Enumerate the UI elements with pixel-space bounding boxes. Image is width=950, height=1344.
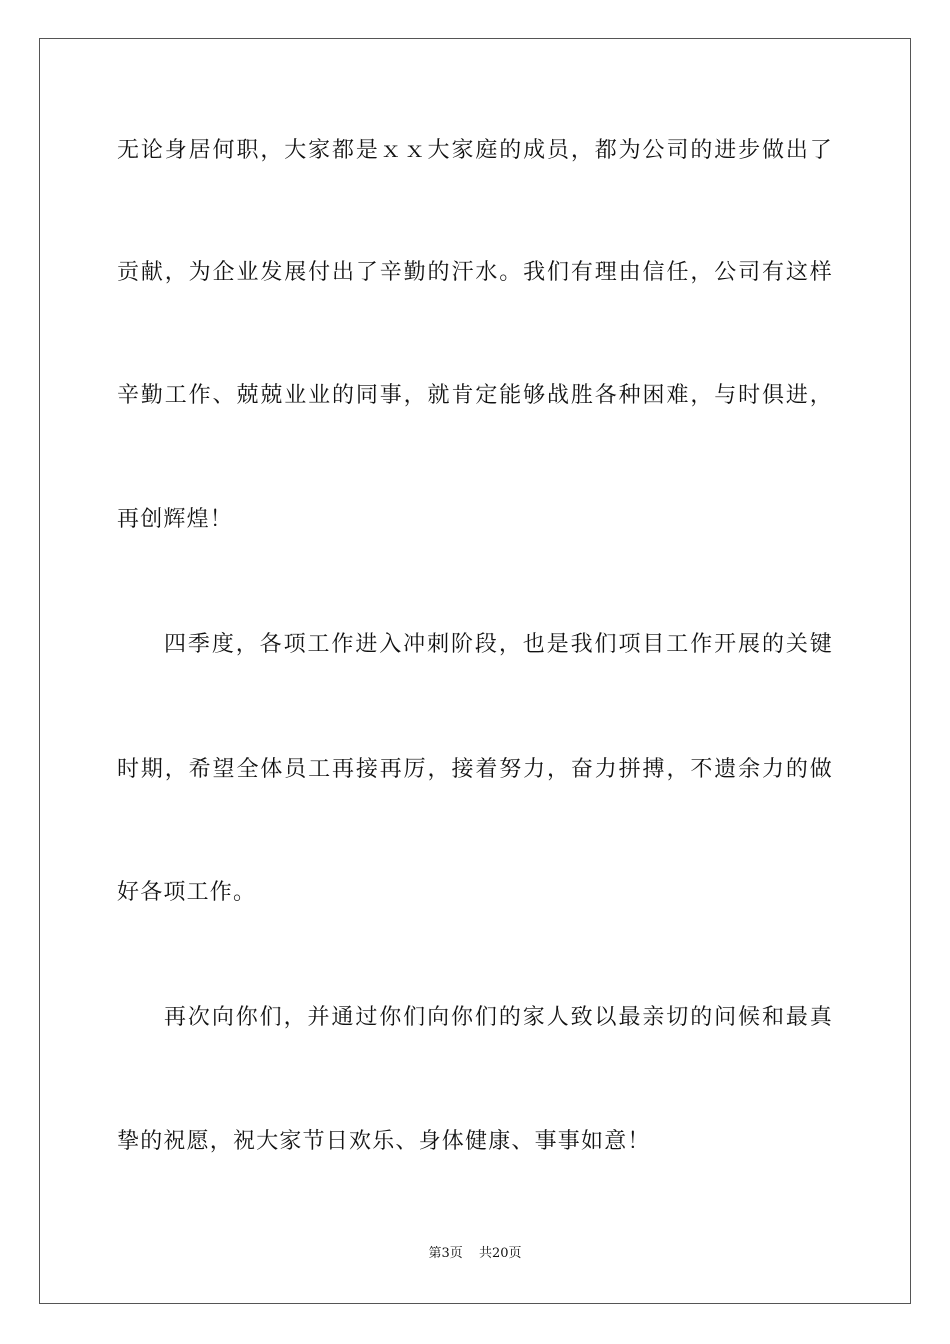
page-total: 共20页 [478,1246,522,1261]
page-border [39,38,911,1304]
paragraph-1-line-2: 贡献，为企业发展付出了辛勤的汗水。我们有理由信任，公司有这样 [117,260,833,285]
paragraph-1-line-3: 辛勤工作、兢兢业业的同事，就肯定能够战胜各种困难，与时俱进， [117,383,833,408]
paragraph-1-line-1: 无论身居何职，大家都是ｘｘ大家庭的成员，都为公司的进步做出了 [117,138,833,163]
paragraph-3-line-1: 再次向你们，并通过你们向你们的家人致以最亲切的问候和最真 [164,1005,833,1030]
paragraph-2-line-1: 四季度，各项工作进入冲刺阶段，也是我们项目工作开展的关键 [164,632,833,657]
paragraph-3-line-2: 挚的祝愿，祝大家节日欢乐、身体健康、事事如意！ [117,1129,651,1154]
page-number: 第3页 [428,1246,463,1261]
paragraph-2-line-2: 时期，希望全体员工再接再厉，接着努力，奋力拼搏，不遗余力的做 [117,757,833,782]
paragraph-2-line-3: 好各项工作。 [117,880,257,905]
paragraph-1-line-4: 再创辉煌！ [117,507,234,532]
page-footer [0,1246,950,1262]
